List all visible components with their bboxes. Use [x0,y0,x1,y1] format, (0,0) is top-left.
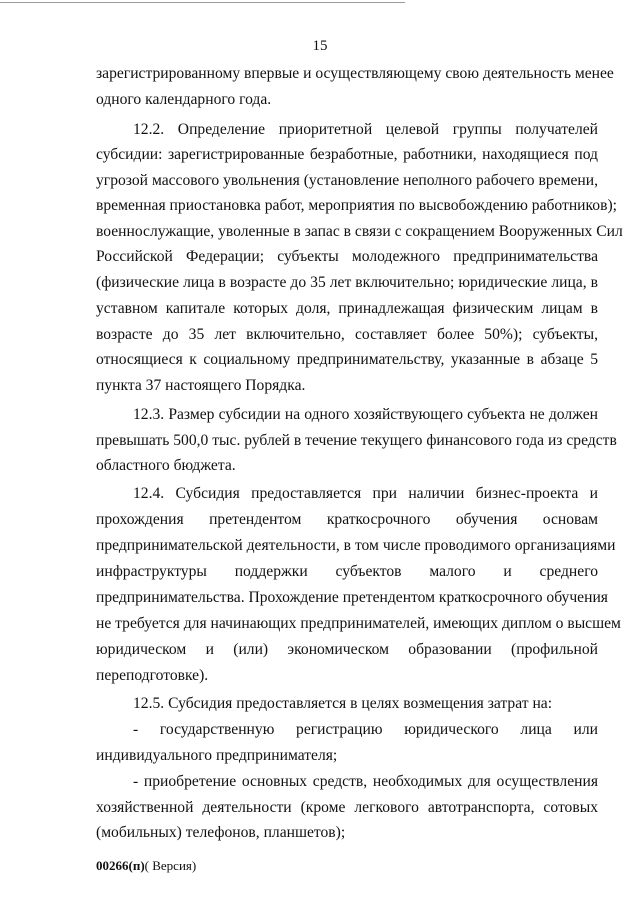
text-line: превышать 500,0 тыс. рублей в течение текущего финансового года из средств [96,432,617,449]
text-line: зарегистрированному впервые и осуществляющему свою деятельность менее [96,65,614,82]
paragraph-12-2-start: 12.2. Определение приоритетной целевой группы получателей [133,121,598,138]
text-line: Российской Федерации; субъекты молодежного предпринимательства [96,248,598,265]
text-line: переподготовке). [96,667,209,684]
text-line: хозяйственной деятельности (кроме легкового автотранспорта, сотовых [96,799,598,816]
page-number: 15 [312,38,328,54]
text-line: областного бюджета. [96,457,236,474]
list-item-registration: - государственную регистрацию юридического лица или [133,721,598,738]
footer-doc-code [96,858,196,874]
text-line: индивидуального предпринимателя; [96,747,338,764]
text-line: пункта 37 настоящего Порядка. [96,377,306,394]
paragraph-12-4-start: 12.4. Субсидия предоставляется при наличии бизнес-проекта и [133,485,598,502]
footer-code: 00266(п) [96,858,145,873]
text-line: (мобильных) телефонов, планшетов); [96,824,346,841]
text-line: прохождения претендентом краткосрочного обучения основам [96,511,598,528]
text-line: угрозой массового увольнения (установление неполного рабочего времени, [96,172,598,189]
footer-version: ( Версия) [144,858,197,873]
text-line: субсидии: зарегистрированные безработные, работники, находящиеся под [96,146,598,163]
text-line: предпринимательской деятельности, в том числе проводимого организациями [96,537,616,554]
text-line: уставном капитале которых доля, принадлежащая физическим лицам в [96,300,598,317]
text-line: возрасте до 35 лет включительно, составляет более 50%); субъекты, [96,326,598,343]
text-line: военнослужащие, уволенные в запас в связи с сокращением Вооруженных Сил [96,223,623,240]
text-line: не требуется для начинающих предпринимателей, имеющих диплом о высшем [96,615,621,632]
text-line: временная приостановка работ, мероприятия по высвобождению работников); [96,197,617,214]
top-rule [0,2,405,3]
text-line: (физические лица в возрасте до 35 лет включительно; юридические лица, в [96,274,598,291]
text-line: предпринимательства. Прохождение претендентом краткосрочного обучения [96,589,608,606]
text-line: одного календарного года. [96,91,272,108]
list-item-fixed-assets: - приобретение основных средств, необходимых для осуществления [133,773,598,790]
text-line: относящиеся к социальному предпринимательству, указанные в абзаце 5 [96,351,598,368]
paragraph-12-5-start: 12.5. Субсидия предоставляется в целях возмещения затрат на: [133,695,553,712]
paragraph-12-3-start: 12.3. Размер субсидии на одного хозяйствующего субъекта не должен [133,406,598,423]
text-line: инфраструктуры поддержки субъектов малого и среднего [96,563,598,580]
text-line: юридическом и (или) экономическом образовании (профильной [96,641,598,658]
